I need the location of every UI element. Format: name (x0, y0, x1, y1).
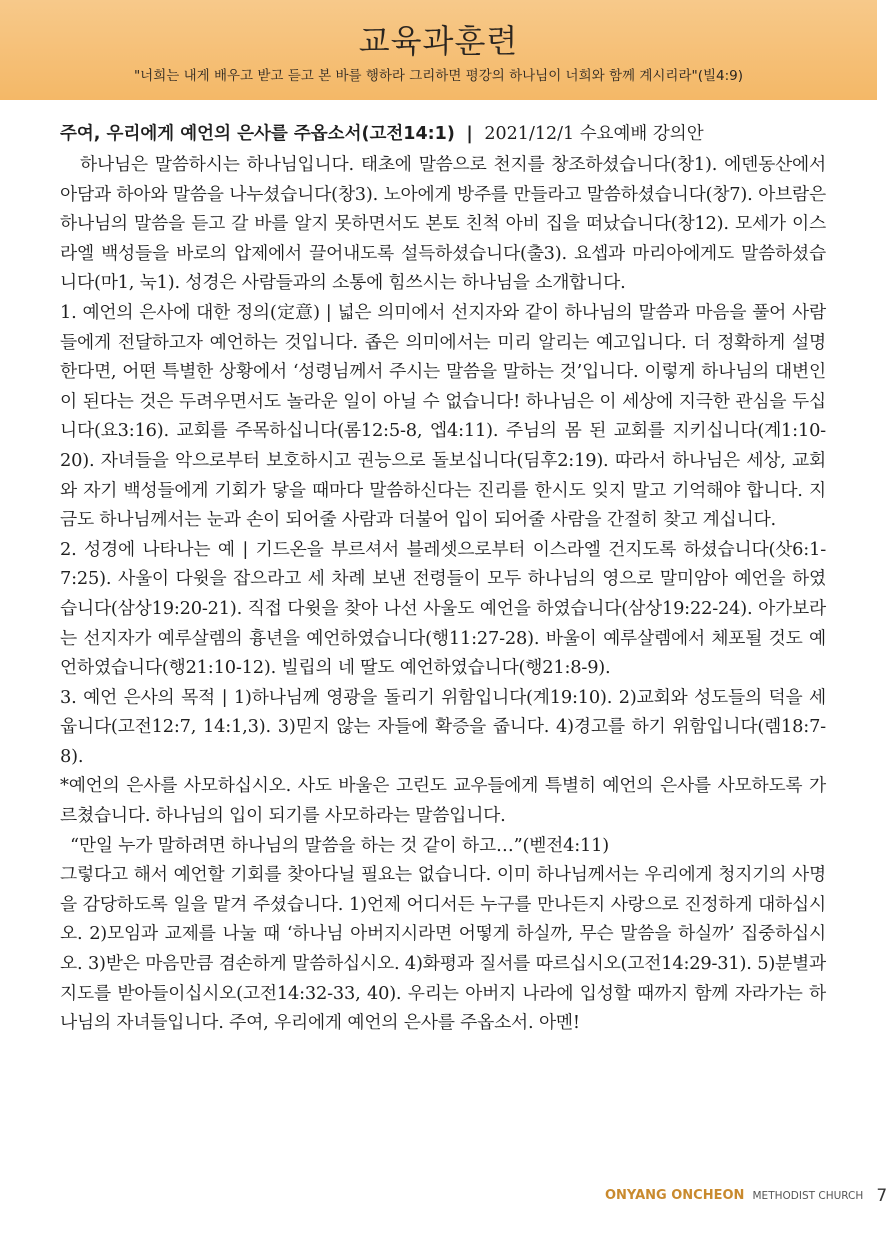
section-title: 교육과훈련 (358, 22, 519, 60)
church-name: ONYANG ONCHEON (605, 1188, 745, 1203)
footer (605, 1184, 887, 1206)
lesson-date-info: 2021/12/1 수요예배 강의안 (484, 124, 704, 144)
paragraph-exhortation: *예언의 은사를 사모하십시오. 사도 바울은 고린도 교우들에게 특별히 예언의 은사를 사모하도록 가르쳤습니다. 하나님의 입이 되기를 사모하라는 말씀입니다. (60, 775, 826, 827)
title-separator: | (466, 124, 473, 144)
paragraph-intro: 하나님은 말씀하시는 하나님입니다. 태초에 말씀으로 천지를 창조하셨습니다(창1). 에덴동산에서 아담과 하아와 말씀을 나누셨습니다(창3). 노아에게 방주를 만들라고 말씀하셨습니다(창7). 아브람은 하나님의 말씀을 듣고 갈 바를 알지 못하면서도 본토 친척 아비 집을 떠났습니다(창12). 모세가 이스라엘 백성들을 바로의 압제에서 끌어내도록 설득하셨습니다(출3). 요셉과 마리아에게도 말씀하셨습니다(마1, 눅1). 성경은 사람들과의 소통에 힘쓰시는 하나님을 소개합니다. (60, 154, 826, 294)
church-subtitle: METHODIST CHURCH (752, 1190, 864, 1202)
lesson-title: 주여, 우리에게 예언의 은사를 주옵소서(고전14:1) (60, 124, 455, 144)
header-banner (0, 0, 877, 100)
page-number: 7 (876, 1186, 887, 1206)
paragraph-conclusion: 그렇다고 해서 예언할 기회를 찾아다닐 필요는 없습니다. 이미 하나님께서는 우리에게 청지기의 사명을 감당하도록 일을 맡겨 주셨습니다. 1)언제 어디서든 누구를 만나든지 사랑으로 진정하게 대하십시오. 2)모임과 교제를 나눌 때 ‘하나님 아버지시라면 어떻게 하실까, 무슨 말씀을 하실까’ 집중하십시오. 3)받은 마음만큼 겸손하게 말씀하십시오. 4)화평과 질서를 따르십시오(고전14:29-31). 5)분별과 지도를 받아들이십시오(고전14:32-33, 40). 우리는 아버지 나라에 입성할 때까지 함께 자라가는 하나님의 자녀들입니다. 주여, 우리에게 예언의 은사를 주옵소서. 아멘! (60, 864, 826, 1034)
paragraph-purpose: 3. 예언 은사의 목적 | 1)하나님께 영광을 돌리기 위함입니다(계19:10). 2)교회와 성도들의 덕을 세웁니다(고전12:7, 14:1,3). 3)믿지 않는 자들에 확증을 줍니다. 4)경고를 하기 위함입니다(렘18:7-8). (60, 686, 826, 767)
paragraph-examples: 2. 성경에 나타나는 예 | 기드온을 부르셔서 블레셋으로부터 이스라엘 건지도록 하셨습니다(삿6:1-7:25). 사울이 다윗을 잡으라고 세 차례 보낸 전령들이 모두 하나님의 영으로 말미암아 예언을 하였습니다(삼상19:20-21). 직접 다윗을 찾아 나선 사울도 예언을 하였습니다(삼상19:22-24). 아가보라는 선지자가 예루살렘의 흉년을 예언하였습니다(행11:27-28). 바울이 예루살렘에서 체포될 것도 예언하였습니다(행21:10-12). 빌립의 네 딸도 예언하였습니다(행21:8-9). (60, 538, 826, 679)
paragraph-definition: 1. 예언의 은사에 대한 정의(定意) | 넓은 의미에서 선지자와 같이 하나님의 말씀과 마음을 풀어 사람들에게 전달하고자 예언하는 것입니다. 좁은 의미에서는 미리 알리는 예고입니다. 더 정확하게 설명한다면, 어떤 특별한 상황에서 ‘성령님께서 주시는 말씀을 말하는 것’입니다. 이렇게 하나님의 대변인이 된다는 것은 두려우면서도 놀라운 일이 아닐 수 없습니다! 하나님은 이 세상에 지극한 관심을 두십니다(요3:16). 교회를 주목하십니다(롬12:5-8, 엡4:11). 주님의 몸 된 교회를 지키십니다(계1:10-20). 자녀들을 악으로부터 보호하시고 권능으로 돌보십니다(딤후2:19). 따라서 하나님은 세상, 교회와 자기 백성들에게 기회가 닿을 때마다 말씀하신다는 진리를 한시도 잊지 말고 기억해야 합니다. 지금도 하나님께서는 눈과 손이 되어줄 사람과 더불어 입이 되어줄 사람을 간절히 찾고 계십니다. (60, 301, 826, 531)
lesson-title-row (60, 120, 820, 145)
article-body (60, 150, 826, 1038)
scripture-quote: “만일 누가 말하려면 하나님의 말씀을 하는 것 같이 하고…”(벧전4:11) (70, 834, 610, 856)
header-verse: "너희는 내게 배우고 받고 듣고 본 바를 행하라 그리하면 평강의 하나님이 너희와 함께 계시리라"(빌4:9) (133, 68, 744, 84)
